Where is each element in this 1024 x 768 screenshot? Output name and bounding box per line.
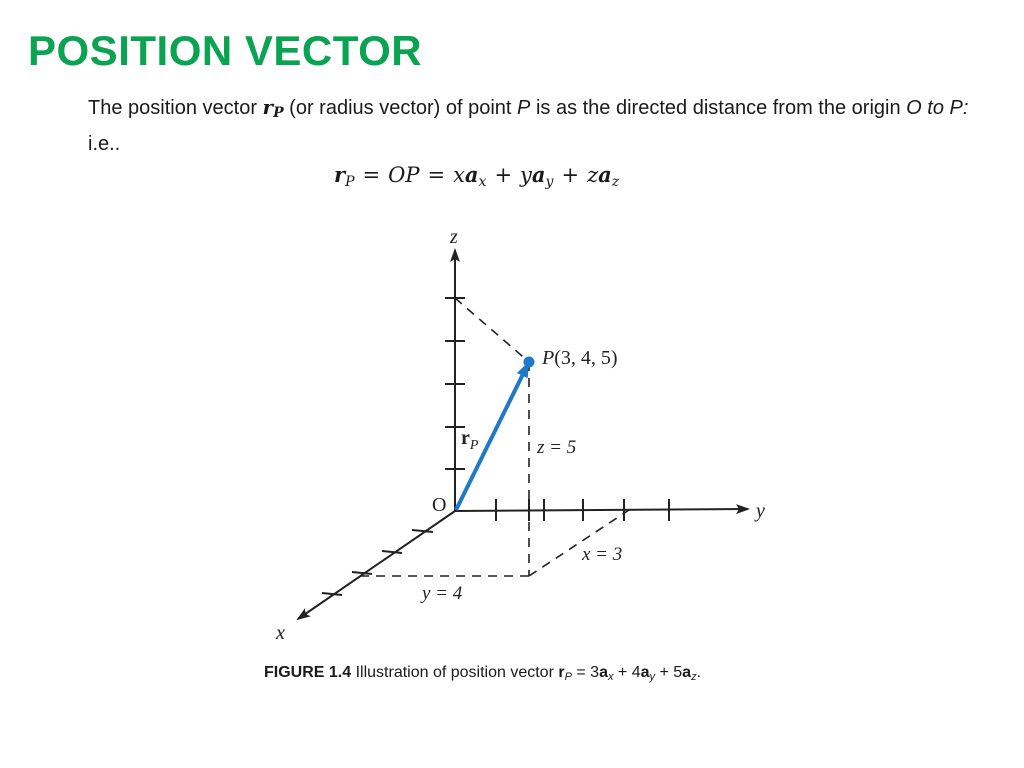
vector-symbol-subscript: P (273, 105, 284, 121)
caption-vec-sub: P (564, 671, 572, 683)
caption-az: a (682, 664, 692, 681)
para-point-name: P (517, 97, 531, 119)
point-p-label (541, 347, 618, 369)
eq-term3-sub: z (611, 174, 620, 190)
eq-term2-coeff: y (520, 163, 532, 187)
eq-plus-1: + (494, 163, 513, 187)
z-measure-label: z = 5 (537, 437, 577, 458)
point-p-coords: (3, 4, 5) (554, 347, 618, 369)
point-p-name: P (542, 347, 555, 369)
caption-ay: a (640, 664, 650, 681)
eq-term3-vec: a (598, 162, 612, 187)
vector-label-subscript: P (469, 438, 479, 453)
x-tick-2 (382, 551, 402, 553)
caption-ay-sub: y (649, 671, 656, 683)
eq-term1-sub: x (478, 174, 487, 190)
x-measure-label: x = 3 (582, 544, 623, 565)
para-origin-name: O (906, 97, 922, 119)
caption-figure-label: FIGURE 1.4 (264, 664, 352, 681)
para-text-before: The position vector (88, 97, 263, 119)
caption-text: Illustration of position vector (351, 664, 559, 681)
dashed-z-to-point (455, 298, 529, 362)
x-tick-4 (322, 593, 342, 595)
eq-plus-2: + (561, 163, 580, 187)
vector-label-r: r (461, 427, 470, 449)
y-axis-line (455, 509, 748, 511)
eq-term2-sub: y (545, 174, 554, 190)
origin-label: O (432, 494, 447, 516)
eq-term3-coeff: z (587, 163, 599, 187)
para-text-after-vector: (or radius vector) of point (283, 97, 518, 119)
z-axis-label: z (450, 226, 458, 248)
eq-term1-vec: a (464, 162, 479, 187)
eq-op-name: OP (388, 163, 420, 187)
caption-ax-sub: x (607, 671, 614, 683)
vector-symbol-r: r (262, 95, 274, 119)
caption-plus-2: + 5 (655, 664, 683, 681)
eq-equals-2: = (427, 163, 446, 187)
eq-lhs-subscript: P (345, 174, 355, 190)
page-title: POSITION VECTOR (28, 27, 423, 74)
eq-term2-vec: a (531, 162, 546, 187)
para-point-name-2: P: (949, 97, 969, 119)
x-tick-1 (412, 530, 433, 532)
eq-lhs-symbol: r (334, 162, 346, 187)
point-p-marker (524, 357, 535, 368)
y-measure-label: y = 4 (422, 583, 463, 604)
x-axis-label: x (276, 622, 285, 644)
figure-caption (264, 664, 701, 683)
para-text-to: to (921, 97, 950, 119)
caption-az-sub: z (691, 671, 697, 683)
y-axis-label: y (756, 500, 765, 522)
axis-group (298, 250, 748, 619)
caption-ax: a (599, 664, 608, 681)
caption-vec: r (558, 664, 565, 681)
vector-label (461, 427, 479, 453)
caption-eq: = 3 (571, 664, 600, 681)
eq-equals-1: = (362, 163, 381, 187)
x-tick-3 (352, 572, 372, 574)
para-text-end: i.e.. (88, 133, 121, 155)
caption-end: . (696, 664, 702, 681)
para-text-middle: is as the directed distance from the origin (530, 97, 907, 119)
caption-plus-1: + 4 (613, 664, 641, 681)
eq-term1-coeff: x (453, 163, 465, 187)
